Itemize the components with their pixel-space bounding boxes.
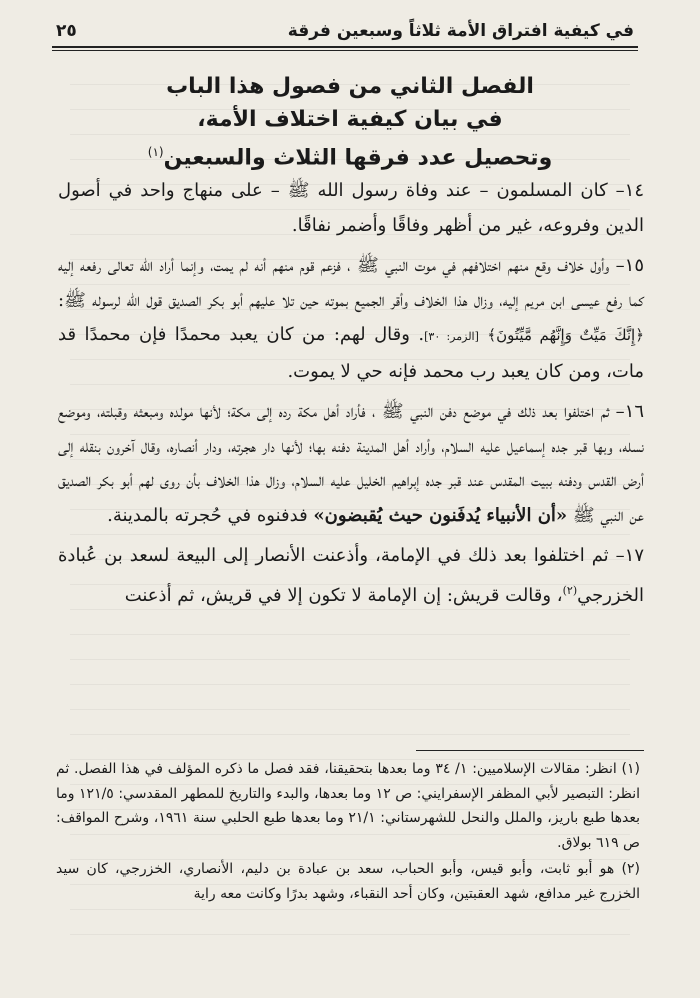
quran-quote: ﴿إِنَّكَ مَيِّتٌ وَإِنَّهُم مَّيِّتُونَ﴾ <box>487 326 644 344</box>
running-title: في كيفية افتراق الأمة ثلاثاً وسبعين فرقة <box>287 21 634 41</box>
header-rule-thin <box>52 50 638 51</box>
footnote-ref-2: (٢) <box>562 583 578 597</box>
quran-reference: [الزمر: ٣٠] <box>424 330 479 343</box>
paragraph-16 <box>58 395 644 533</box>
chapter-title-block <box>40 70 660 174</box>
footnote-rule <box>416 750 644 751</box>
chapter-title-line3 <box>40 136 660 174</box>
paragraph-14: ١٤– كان المسلمون – عند وفاة رسول الله ﷺ – على منهاج واحد في أصول الدين وفروعه، غير من أظهر وفاقًا وأضمر نفاقًا. <box>58 180 644 236</box>
paragraph-17-part2: ، وقالت قريش: إن الإمامة لا تكون إلا في قريش، ثم أذعنت <box>124 584 563 606</box>
paragraph-17 <box>58 539 644 613</box>
hadith-quote: «أن الأنبياء يُدفَنون حيث يُقبضون» <box>313 504 568 526</box>
running-header <box>56 18 634 44</box>
paragraph-16-part1: ١٦– ثم اختلفوا بعد ذلك في موضع دفن النبي ﷺ ، فأراد أهل مكة رده إلى مكة؛ لأنها مولده ومبعثه وقبلته، وموضع نسله، وبها قبر جده إسماعيل عليه السلام، وأراد أهل المدينة دفنه بها؛ لأنها دار هجرته، ودار أنصاره، وقال آخرون بنقله إلى أرض القدس ودفنه ببيت المقدس عند قبر جده إبراهيم الخليل عليه السلام، وزال هذا الخلاف بأن روى لهم أبو بكر الصديق عن النبي ﷺ <box>58 401 644 526</box>
paragraph-16-part2: فدفنوه في حُجرته بالمدينة. <box>107 504 314 526</box>
chapter-title-line2: في بيان كيفية اختلاف الأمة، <box>197 107 503 132</box>
chapter-title-line3-text: وتحصيل عدد فرقها الثلاث والسبعين <box>163 145 553 171</box>
paragraph-15-part2: . وقال لهم: من كان يعبد محمدًا فإن محمدًا قد مات، ومن كان يعبد رب محمد فإنه حي لا يموت. <box>58 324 644 382</box>
chapter-title-line1: الفصل الثاني من فصول هذا الباب <box>166 74 534 99</box>
footnote-1: (١) انظر: مقالات الإسلاميين: ١/ ٣٤ وما بعدها بتحقيقنا، فقد فصل ما ذكره المؤلف في هذا الفصل. ثم انظر: التبصير لأبي المظفر الإسفرايني: ص ١٢ وما بعدها، والبدء والتاريخ للمطهر المقدسي: ١٢١/٥ وما بعدها طبع باريز، والملل والنحل للشهرستاني: ٢١/١ وما بعدها طبع الحلبي سنة ١٩٦١، وشرح المواقف: ص ٦١٩ بولاق. <box>56 761 641 851</box>
main-text <box>58 174 644 619</box>
paragraph-15-part1: ١٥– وأول خلاف وقع منهم اختلافهم في موت النبي ﷺ ، فزعم قوم منهم أنه لم يمت، وإنما أراد الله تعالى رفعه إليه كما رفع عيسى ابن مريم إليه، وزال هذا الخلاف وأقر الجميع بموته حين تلا عليهم أبو بكر الصديق قول الله لرسوله ﷺ: <box>58 255 644 311</box>
paragraph-17-part1: ١٧– ثم اختلفوا بعد ذلك في الإمامة، وأذعنت الأنصار إلى البيعة لسعد بن عُبادة الخزرجي <box>58 545 644 606</box>
header-rule <box>52 46 638 48</box>
footnotes <box>56 757 640 908</box>
page-number: ٢٥ <box>56 21 77 41</box>
paragraph-15 <box>58 249 644 389</box>
footnote-2: (٢) هو أبو ثابت، وأبو قيس، وأبو الحباب، سعد بن عبادة بن دليم، الأنصاري، الخزرجي، كان سيد الخزرج غير مدافع، شهد العقبتين، وكان أحد النقباء، وشهد بدرًا وكانت معه راية <box>56 861 640 902</box>
chapter-title-footnote-ref: (١) <box>147 145 164 159</box>
